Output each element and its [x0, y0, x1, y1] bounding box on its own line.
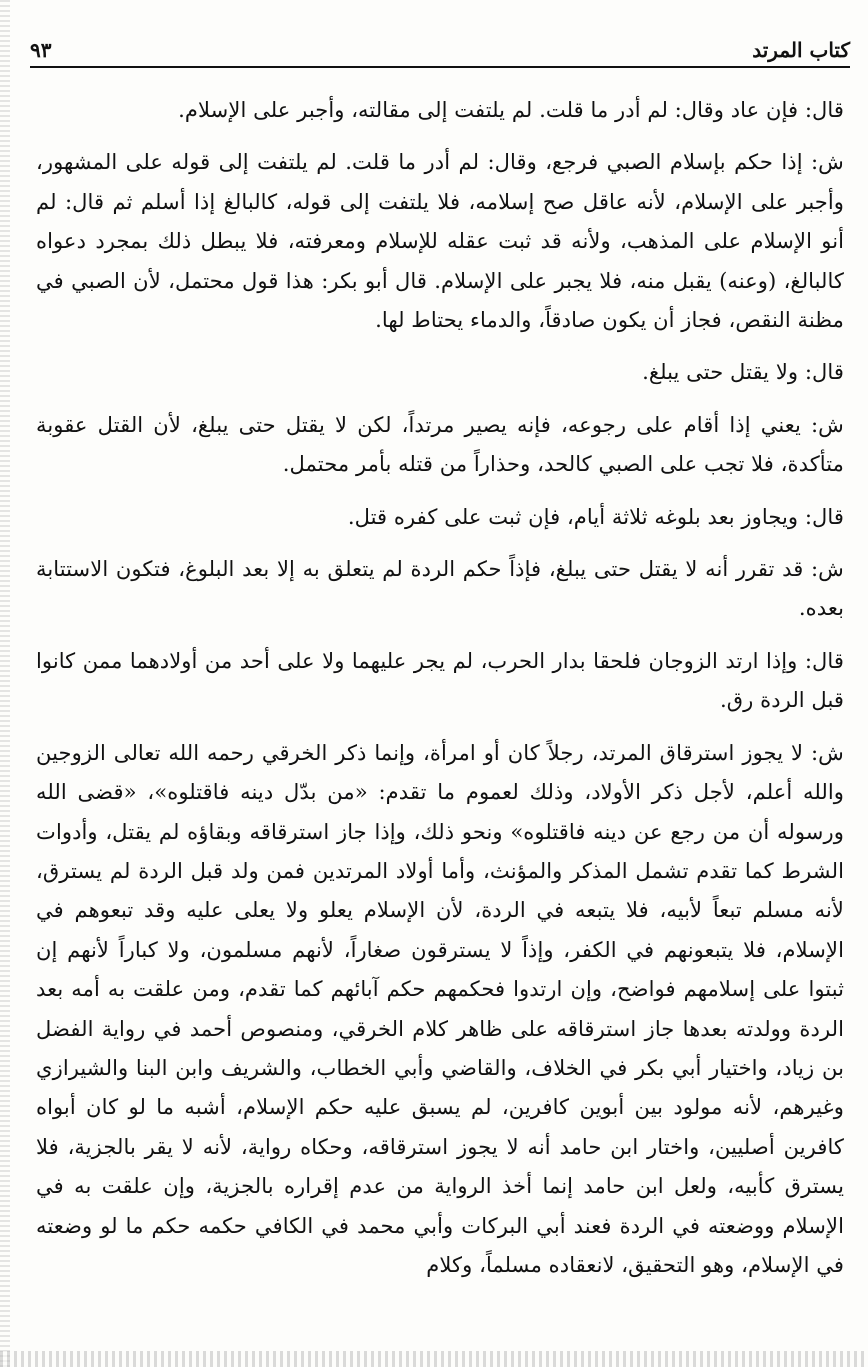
book-page [30, 38, 850, 1297]
paragraph-text: قال: ولا يقتل حتى يبلغ. [642, 359, 844, 385]
book-title: كتاب المرتد [752, 38, 850, 62]
paragraph-commentary: ش: إذا حكم بإسلام الصبي فرجع، وقال: لم أدر ما قلت. لم يلتفت إلى قوله على المشهور، وأجبر على الإسلام، لأنه عاقل صح إسلامه، فلا يلتفت إلى قوله، كالبالغ إذا أسلم ثم قال: لم أنو الإسلام على المذهب، ولأنه قد ثبت عقله للإسلام ومعرفته، فلا يبطل ذلك بمجرد دعواه كالبالغ، (وعنه) يقبل منه، فلا يجبر على الإسلام. قال أبو بكر: هذا قول محتمل، لأن الصبي في مظنة النقص، فجاز أن يكون صادقاً، والدماء يحتاط لها. [36, 149, 844, 333]
paragraph-text: قال: وإذا ارتد الزوجان فلحقا بدار الحرب، لم يجر عليهما ولا على أحد من أولادهما ممن كانوا قبل الردة رق. [36, 647, 844, 713]
paragraph-commentary: ش: قد تقرر أنه لا يقتل حتى يبلغ، فإذاً حكم الردة لم يتعلق به إلا بعد البلوغ، فتكون الاستتابة بعده. [36, 556, 844, 621]
paragraph-text: قال: فإن عاد وقال: لم أدر ما قلت. لم يلتفت إلى مقالته، وأجبر على الإسلام. [178, 97, 844, 122]
running-header [30, 38, 850, 68]
page-edge-bottom [0, 1351, 868, 1367]
page-edge-left [0, 0, 10, 1367]
page-number: ٩٣ [30, 38, 52, 62]
paragraph-text: قال: ويجاوز بعد بلوغه ثلاثة أيام، فإن ثبت على كفره قتل. [347, 503, 844, 529]
paragraph-commentary: ش: لا يجوز استرقاق المرتد، رجلاً كان أو امرأة، وإنما ذكر الخرقي رحمه الله تعالى الزوجين والله أعلم، لأجل ذكر الأولاد، وذلك لعموم ما تقدم: «من بدّل دينه فاقتلوه»، «قضى الله ورسوله أن من رجع عن دينه فاقتلوه» ونحو ذلك، وإذا جاز استرقاقه وبقاؤه لم يقتل، وأدوات الشرط كما تقدم تشمل المذكر والمؤنث، وأما أولاد المرتدين فمن ولد قبل الردة لم يسترق، لأنه مسلم تبعاً لأبيه، فلا يتبعه في الردة، لأن الإسلام يعلو ولا يعلى عليه وقد تبعوهم في الإسلام، فلا يتبعونهم في الكفر، وإذاً لا يسترقون صغاراً، لأنهم مسلمون، ولا كباراً لأنهم إن ثبتوا على إسلامهم فواضح، وإن ارتدوا فحكمهم حكم آبائهم كما تقدم، ومن علقت به أمه بعد الردة وولدته بعدها جاز استرقاقه على ظاهر كلام الخرقي، ومنصوص أحمد في رواية الفضل بن زياد، واختيار أبي بكر في الخلاف، والقاضي وأبي الخطاب، والشريف وابن البنا والشيرازي وغيرهم، لأنه مولود بين أبوين كافرين، لم يسبق عليه حكم الإسلام، أشبه ما لو كان أبواه كافرين أصليين، واختار ابن حامد أنه لا يجوز استرقاقه، وحكاه رواية، لأنه لا يقر بالجزية، فلا يسترق كأبيه، ولعل ابن حامد إنما أخذ الرواية من عدم إقراره بالجزية، وإن علقت به في الإسلام ووضعته في الردة فعند أبي البركات وأبي محمد في الكافي حكمه حكم ما لو وضعته في الإسلام، وهو التحقيق، لانعقاده مسلماً، وكلام [36, 739, 844, 1277]
paragraph-commentary: ش: يعني إذا أقام على رجوعه، فإنه يصير مرتداً، لكن لا يقتل حتى يبلغ، لأن القتل عقوبة متأكدة، فلا تجب على الصبي كالحد، وحذاراً من قتله بأمر محتمل. [36, 411, 844, 477]
page-body [30, 68, 850, 1284]
